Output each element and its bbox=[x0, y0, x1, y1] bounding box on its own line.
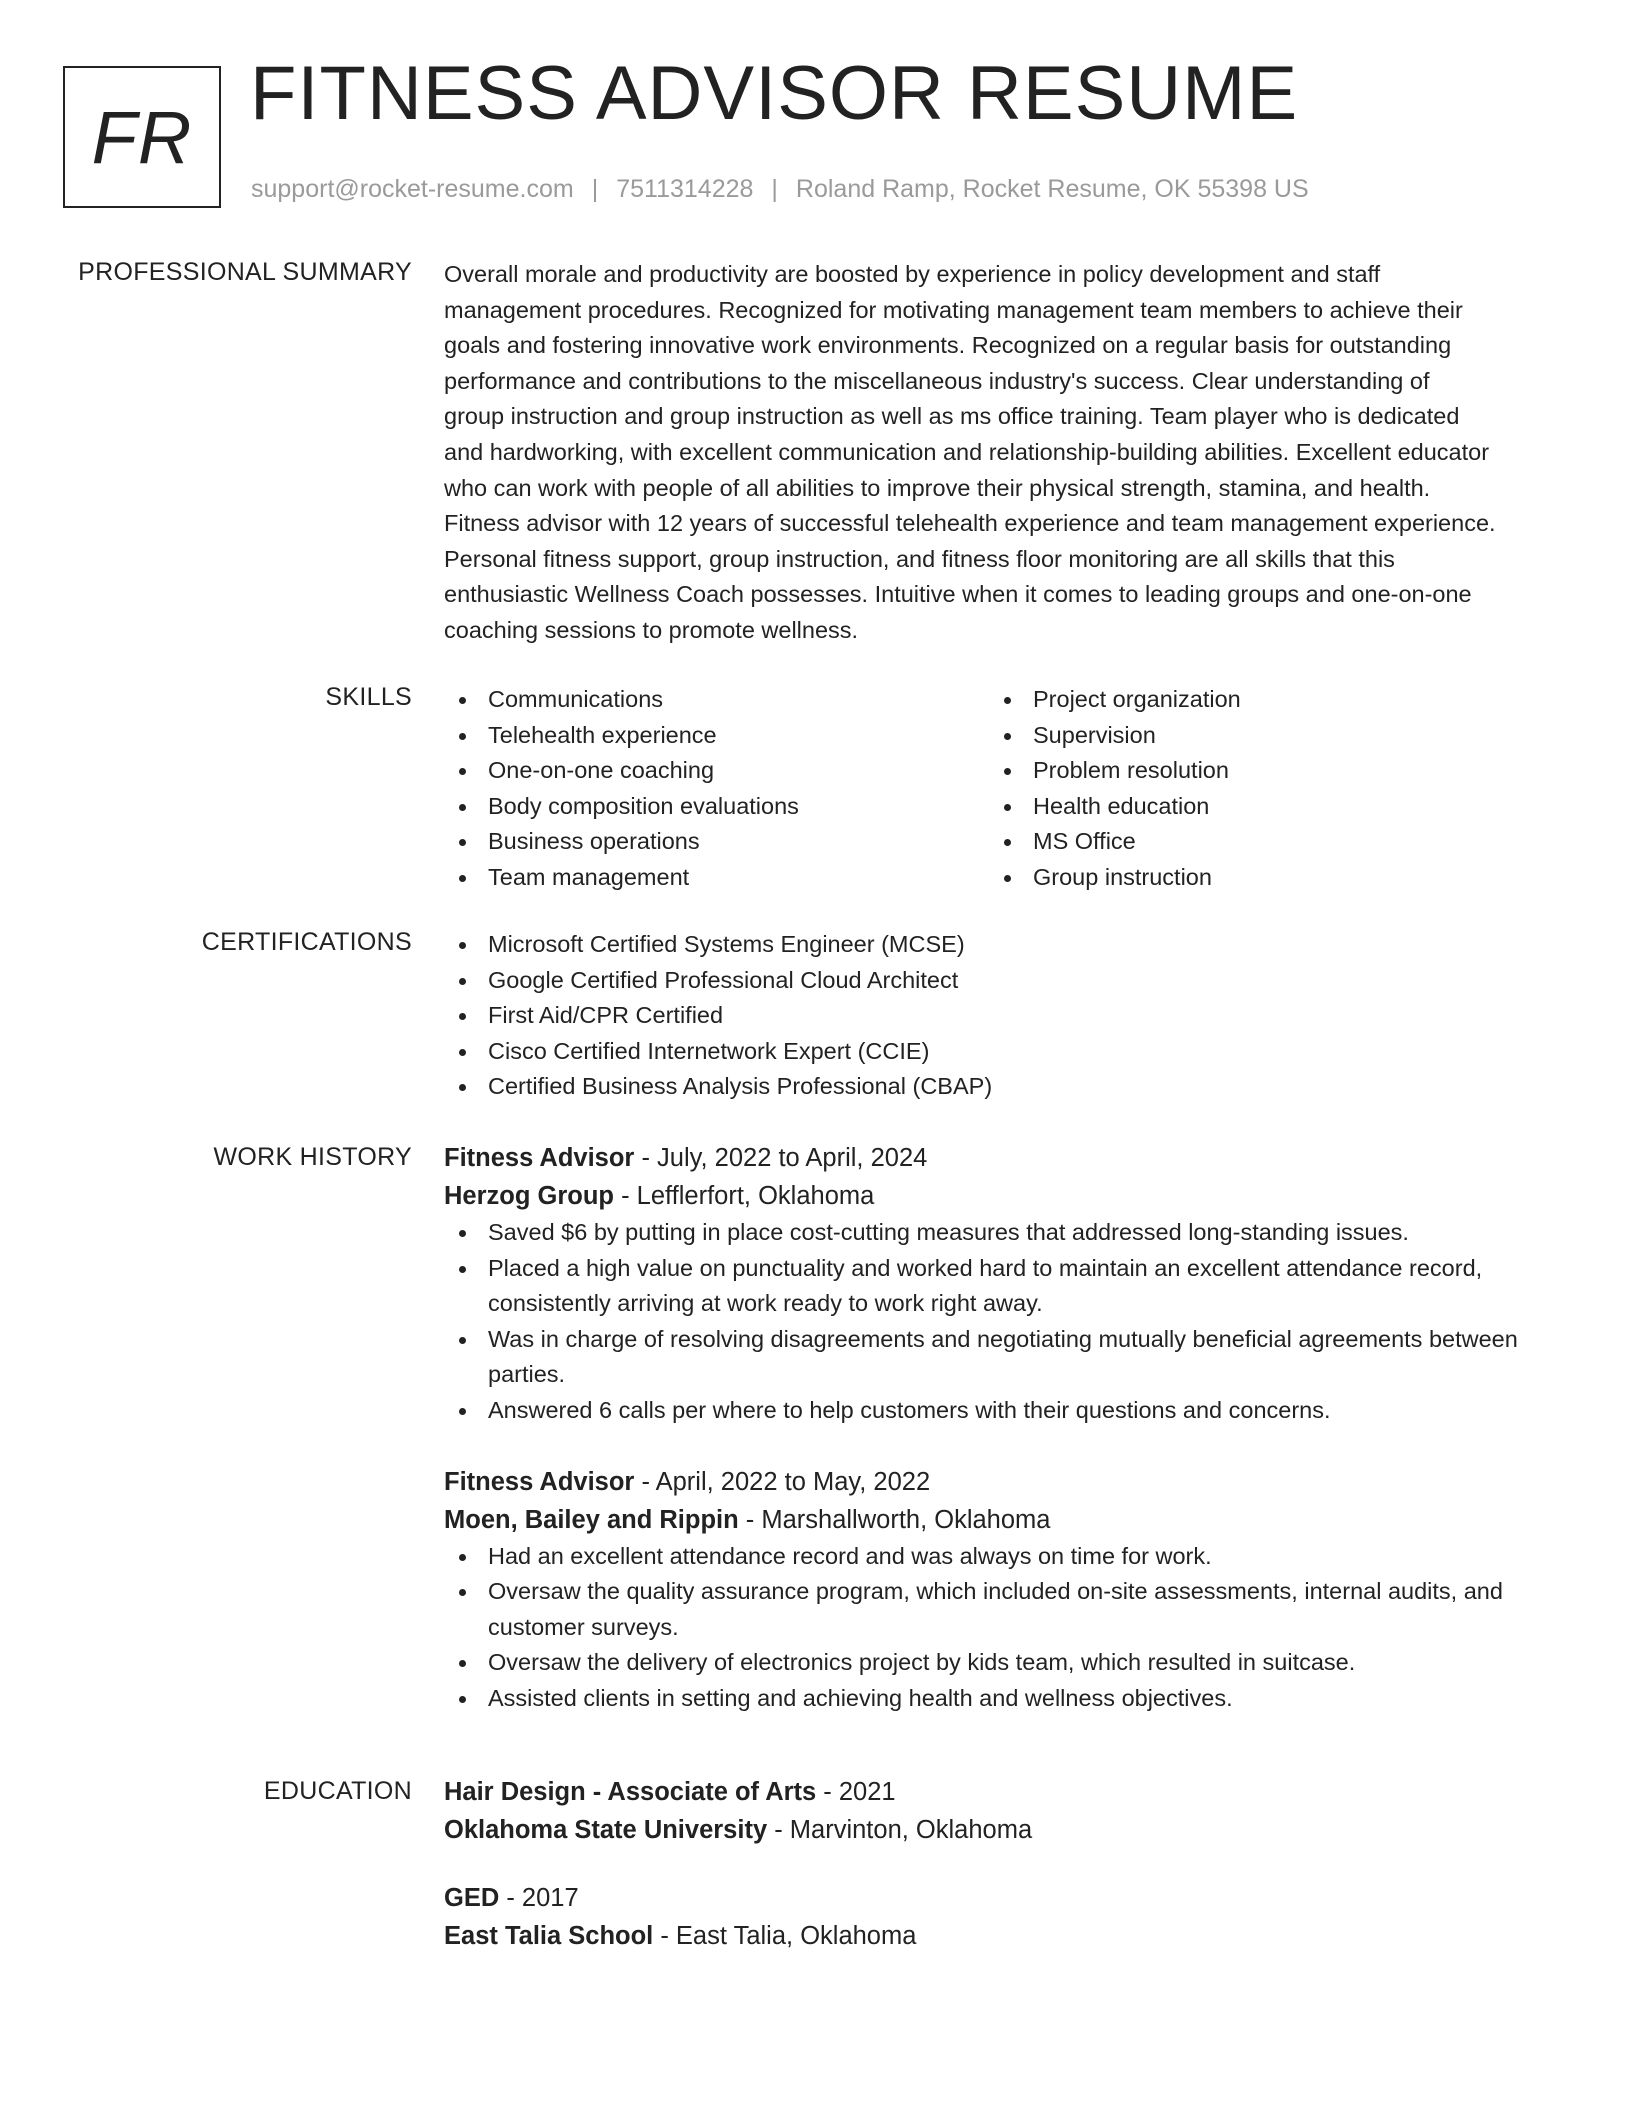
summary-line: and hardworking, with excellent communication and relationship-building abilities. Excellent educator bbox=[444, 438, 1490, 465]
contact-line bbox=[251, 175, 1309, 204]
education-year: - 2021 bbox=[816, 1778, 896, 1806]
education-school: East Talia School bbox=[444, 1922, 654, 1950]
section-label-work-history: WORK HISTORY bbox=[213, 1143, 412, 1171]
job-title: Fitness Advisor bbox=[444, 1144, 635, 1172]
education-degree-line bbox=[444, 1773, 1554, 1811]
skills-list bbox=[444, 682, 1554, 896]
job-bullet: Oversaw the quality assurance program, which included on-site assessments, internal audits, and customer surveys. bbox=[444, 1574, 1554, 1645]
skill-item: Project organization bbox=[989, 682, 1534, 718]
skill-item: One-on-one coaching bbox=[444, 753, 989, 789]
skill-item: Business operations bbox=[444, 824, 989, 860]
job-title: Fitness Advisor bbox=[444, 1467, 635, 1496]
summary-line: Personal fitness support, group instruction, and fitness floor monitoring are all skills that this bbox=[444, 545, 1395, 572]
job-bullet: Was in charge of resolving disagreements and negotiating mutually beneficial agreements between parties. bbox=[444, 1322, 1554, 1393]
education-school-line bbox=[444, 1811, 1554, 1849]
summary-line: group instruction and group instruction as well as ms office training. Team player who is dedicated bbox=[444, 403, 1460, 430]
certification-item: Cisco Certified Internetwork Expert (CCIE) bbox=[444, 1034, 1554, 1070]
education-degree: GED bbox=[444, 1884, 500, 1912]
job-entry bbox=[444, 1463, 1554, 1717]
certification-item: Google Certified Professional Cloud Architect bbox=[444, 963, 1554, 999]
certification-item: Certified Business Analysis Professional (CBAP) bbox=[444, 1069, 1554, 1105]
summary-line: management procedures. Recognized for motivating management team members to achieve their bbox=[444, 296, 1463, 323]
skill-item: Telehealth experience bbox=[444, 718, 989, 754]
job-bullets bbox=[444, 1215, 1554, 1429]
job-company-line bbox=[444, 1501, 1554, 1539]
skill-item: Supervision bbox=[989, 718, 1534, 754]
contact-separator: | bbox=[591, 175, 599, 203]
summary-line: Overall morale and productivity are boosted by experience in policy development and staff bbox=[444, 261, 1381, 287]
summary-line: Fitness advisor with 12 years of successful telehealth experience and team management experience. bbox=[444, 510, 1496, 537]
section-label-summary: PROFESSIONAL SUMMARY bbox=[78, 258, 412, 286]
skill-item: Problem resolution bbox=[989, 753, 1534, 789]
skill-item: Body composition evaluations bbox=[444, 789, 989, 825]
section-label-education: EDUCATION bbox=[263, 1777, 412, 1805]
education-school: Oklahoma State University bbox=[444, 1816, 768, 1844]
job-company: Herzog Group bbox=[444, 1182, 614, 1210]
education-year: - 2017 bbox=[499, 1884, 579, 1912]
monogram-logo: FR bbox=[63, 66, 221, 208]
summary-text bbox=[444, 257, 1554, 649]
skill-item: Communications bbox=[444, 682, 989, 718]
education-degree-line bbox=[444, 1879, 1554, 1917]
job-location: - Marshallworth, Oklahoma bbox=[738, 1505, 1051, 1534]
education-degree: Hair Design - Associate of Arts bbox=[444, 1778, 817, 1806]
section-label-certifications: CERTIFICATIONS bbox=[201, 928, 412, 956]
work-history-list bbox=[444, 1139, 1554, 1717]
summary-line: who can work with people of all abilities to improve their physical strength, stamina, and health. bbox=[444, 474, 1431, 501]
skill-item: Group instruction bbox=[989, 860, 1534, 896]
summary-line: coaching sessions to promote wellness. bbox=[444, 616, 859, 643]
skills-column-right bbox=[989, 682, 1534, 896]
education-entry bbox=[444, 1879, 1554, 1955]
contact-separator: | bbox=[771, 175, 778, 203]
job-title-line bbox=[444, 1463, 1554, 1501]
skill-item: MS Office bbox=[989, 824, 1534, 860]
section-label-skills: SKILLS bbox=[325, 683, 412, 711]
job-dates: - July, 2022 to April, 2024 bbox=[634, 1144, 928, 1172]
job-title-line bbox=[444, 1139, 1554, 1177]
contact-phone: 7511314228 bbox=[616, 175, 754, 203]
job-company-line bbox=[444, 1177, 1554, 1215]
skill-item: Team management bbox=[444, 860, 989, 896]
summary-line: performance and contributions to the miscellaneous industry's success. Clear understanding of bbox=[444, 367, 1430, 394]
contact-email: support@rocket-resume.com bbox=[251, 175, 574, 203]
job-bullet: Oversaw the delivery of electronics project by kids team, which resulted in suitcase. bbox=[444, 1645, 1554, 1681]
job-company: Moen, Bailey and Rippin bbox=[444, 1505, 739, 1534]
job-bullet: Placed a high value on punctuality and worked hard to maintain an excellent attendance record, consistently arriving at work ready to work right away. bbox=[444, 1251, 1554, 1322]
job-bullet: Answered 6 calls per where to help customers with their questions and concerns. bbox=[444, 1393, 1554, 1429]
education-entry bbox=[444, 1773, 1554, 1849]
job-bullet: Had an excellent attendance record and was always on time for work. bbox=[444, 1539, 1554, 1575]
certification-item: Microsoft Certified Systems Engineer (MCSE) bbox=[444, 927, 1554, 963]
job-bullets bbox=[444, 1539, 1554, 1717]
job-bullet: Saved $6 by putting in place cost-cutting measures that addressed long-standing issues. bbox=[444, 1215, 1554, 1251]
certifications-list bbox=[444, 927, 1554, 1105]
education-location: - Marvinton, Oklahoma bbox=[767, 1816, 1033, 1844]
resume-title: FITNESS ADVISOR RESUME bbox=[250, 51, 1299, 136]
summary-line: enthusiastic Wellness Coach possesses. Intuitive when it comes to leading groups and one-on-one bbox=[444, 581, 1472, 608]
skills-column-left bbox=[444, 682, 989, 896]
certification-item: First Aid/CPR Certified bbox=[444, 998, 1554, 1034]
job-entry bbox=[444, 1139, 1554, 1429]
summary-line: goals and fostering innovative work environments. Recognized on a regular basis for outstanding bbox=[444, 332, 1452, 359]
education-school-line bbox=[444, 1917, 1554, 1955]
job-dates: - April, 2022 to May, 2022 bbox=[634, 1467, 931, 1496]
skill-item: Health education bbox=[989, 789, 1534, 825]
contact-address: Roland Ramp, Rocket Resume, OK 55398 US bbox=[795, 175, 1309, 203]
education-list bbox=[444, 1773, 1554, 1955]
education-location: - East Talia, Oklahoma bbox=[653, 1922, 917, 1950]
job-bullet: Assisted clients in setting and achieving health and wellness objectives. bbox=[444, 1681, 1554, 1717]
job-location: - Lefflerfort, Oklahoma bbox=[614, 1182, 875, 1210]
